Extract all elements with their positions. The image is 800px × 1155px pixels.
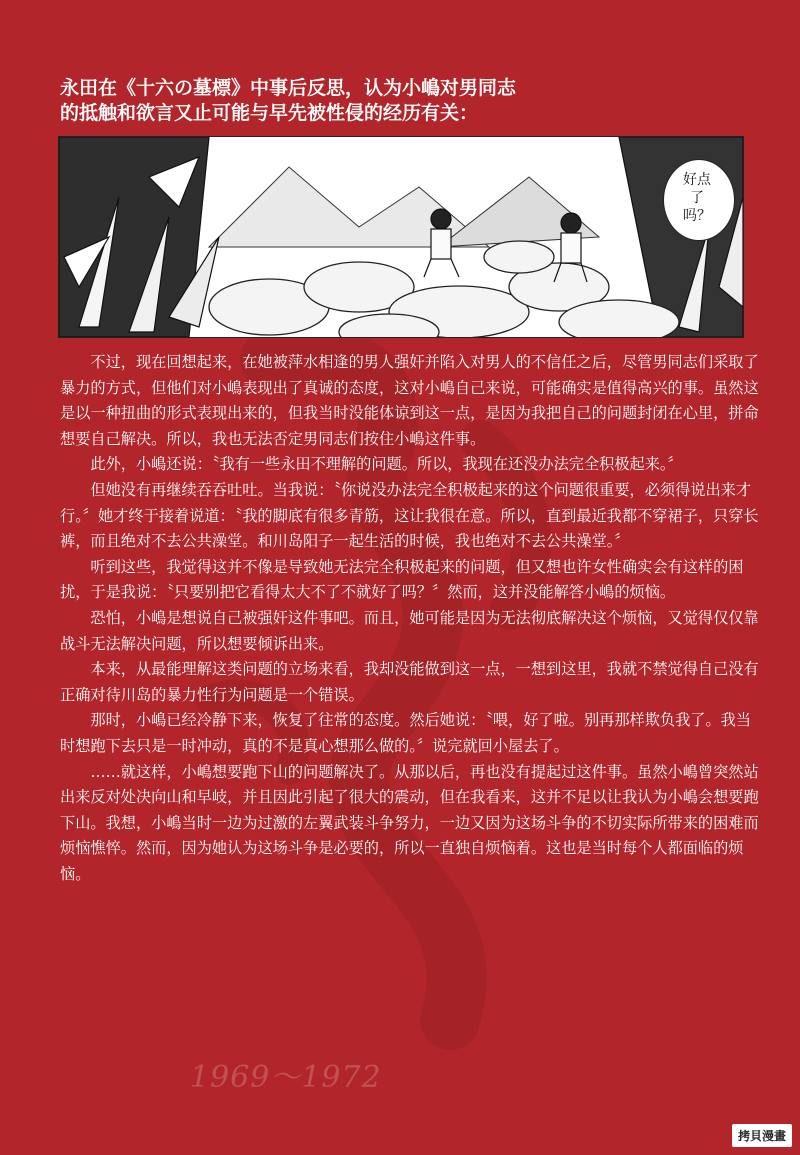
manga-illustration	[59, 137, 743, 337]
paragraph: 不过，现在回想起来，在她被萍水相逢的男人强奸并陷入对男人的不信任之后，尽管男同志们采取了暴力的方式，但他们对小嶋表现出了真诚的态度，这对小嶋自己来说，可能确实是值得高兴的事。虽然这是以一种扭曲的形式表现出来的，但我当时没能体谅到这一点，是因为我把自己的问题封闭在心里，拼命想要自己解决。所以，我也无法否定男同志们按住小嶋这件事。	[60, 353, 759, 448]
manga-panel	[58, 136, 744, 338]
paragraph: 此外，小嶋还说：〝我有一些永田不理解的问题。所以，我现在还没办法完全积极起来。〞	[90, 455, 683, 474]
background-years: 1969～1972	[190, 1060, 382, 1095]
heading	[60, 76, 740, 126]
speech-text: 好点了吗？	[683, 172, 711, 224]
body-text	[60, 350, 760, 887]
heading-line-2: 的抵触和欲言又止可能与早先被性侵的经历有关：	[60, 102, 479, 124]
paragraph: 但她没有再继续吞吞吐吐。当我说：〝你说没办法完全积极起来的这个问题很重要，必须得说出来才行。〞她才终于接着说道：〝我的脚底有很多青筋，这让我很在意。所以，直到最近我都不穿裙子，只穿长裤，而且绝对不去公共澡堂。和川岛阳子一起生活的时候，我也绝对不去公共澡堂。〞	[60, 480, 759, 551]
paragraph: 听到这些，我觉得这并不像是导致她无法完全积极起来的问题，但又想也许女性确实会有这样的困扰，于是我说：〝只要别把它看得太大不了不就好了吗？〞然而，这并没能解答小嶋的烦恼。	[60, 557, 744, 602]
paragraph: 那时，小嶋已经冷静下来，恢复了往常的态度。然后她说：〝喂，好了啦。别再那样欺负我了。我当时想跑下去只是一时冲动，真的不是真心想那么做的。〞说完就回小屋去了。	[60, 711, 752, 755]
heading-line-1: 永田在《十六の墓標》中事后反思，认为小嶋对男同志	[60, 77, 517, 99]
paragraph: 恐怕，小嶋是想说自己被强奸这件事吧。而且，她可能是因为无法彻底解决这个烦恼，又觉得仅仅靠战斗无法解决问题，所以想要倾诉出来。	[60, 608, 759, 653]
paragraph: 本来，从最能理解这类问题的立场来看，我却没能做到这一点，一想到这里，我就不禁觉得自己没有正确对待川岛的暴力性行为问题是一个错误。	[60, 660, 759, 704]
paragraph: ……就这样，小嶋想要跑下山的问题解决了。从那以后，再也没有提起过这件事。虽然小嶋曾突然站出来反对处决向山和早岐，并且因此引起了很大的震动，但在我看来，这并不足以让我认为小嶋会想要跑下山。我想，小嶋当时一边为过激的左翼武装斗争努力，一边又因为这场斗争的不切实际所带来的困难而烦恼憔悴。然而，因为她认为这场斗争是必要的，所以一直独自烦恼着。这也是当时每个人都面临的烦恼。	[60, 762, 759, 883]
watermark-badge: 拷貝漫畫	[732, 1124, 792, 1147]
